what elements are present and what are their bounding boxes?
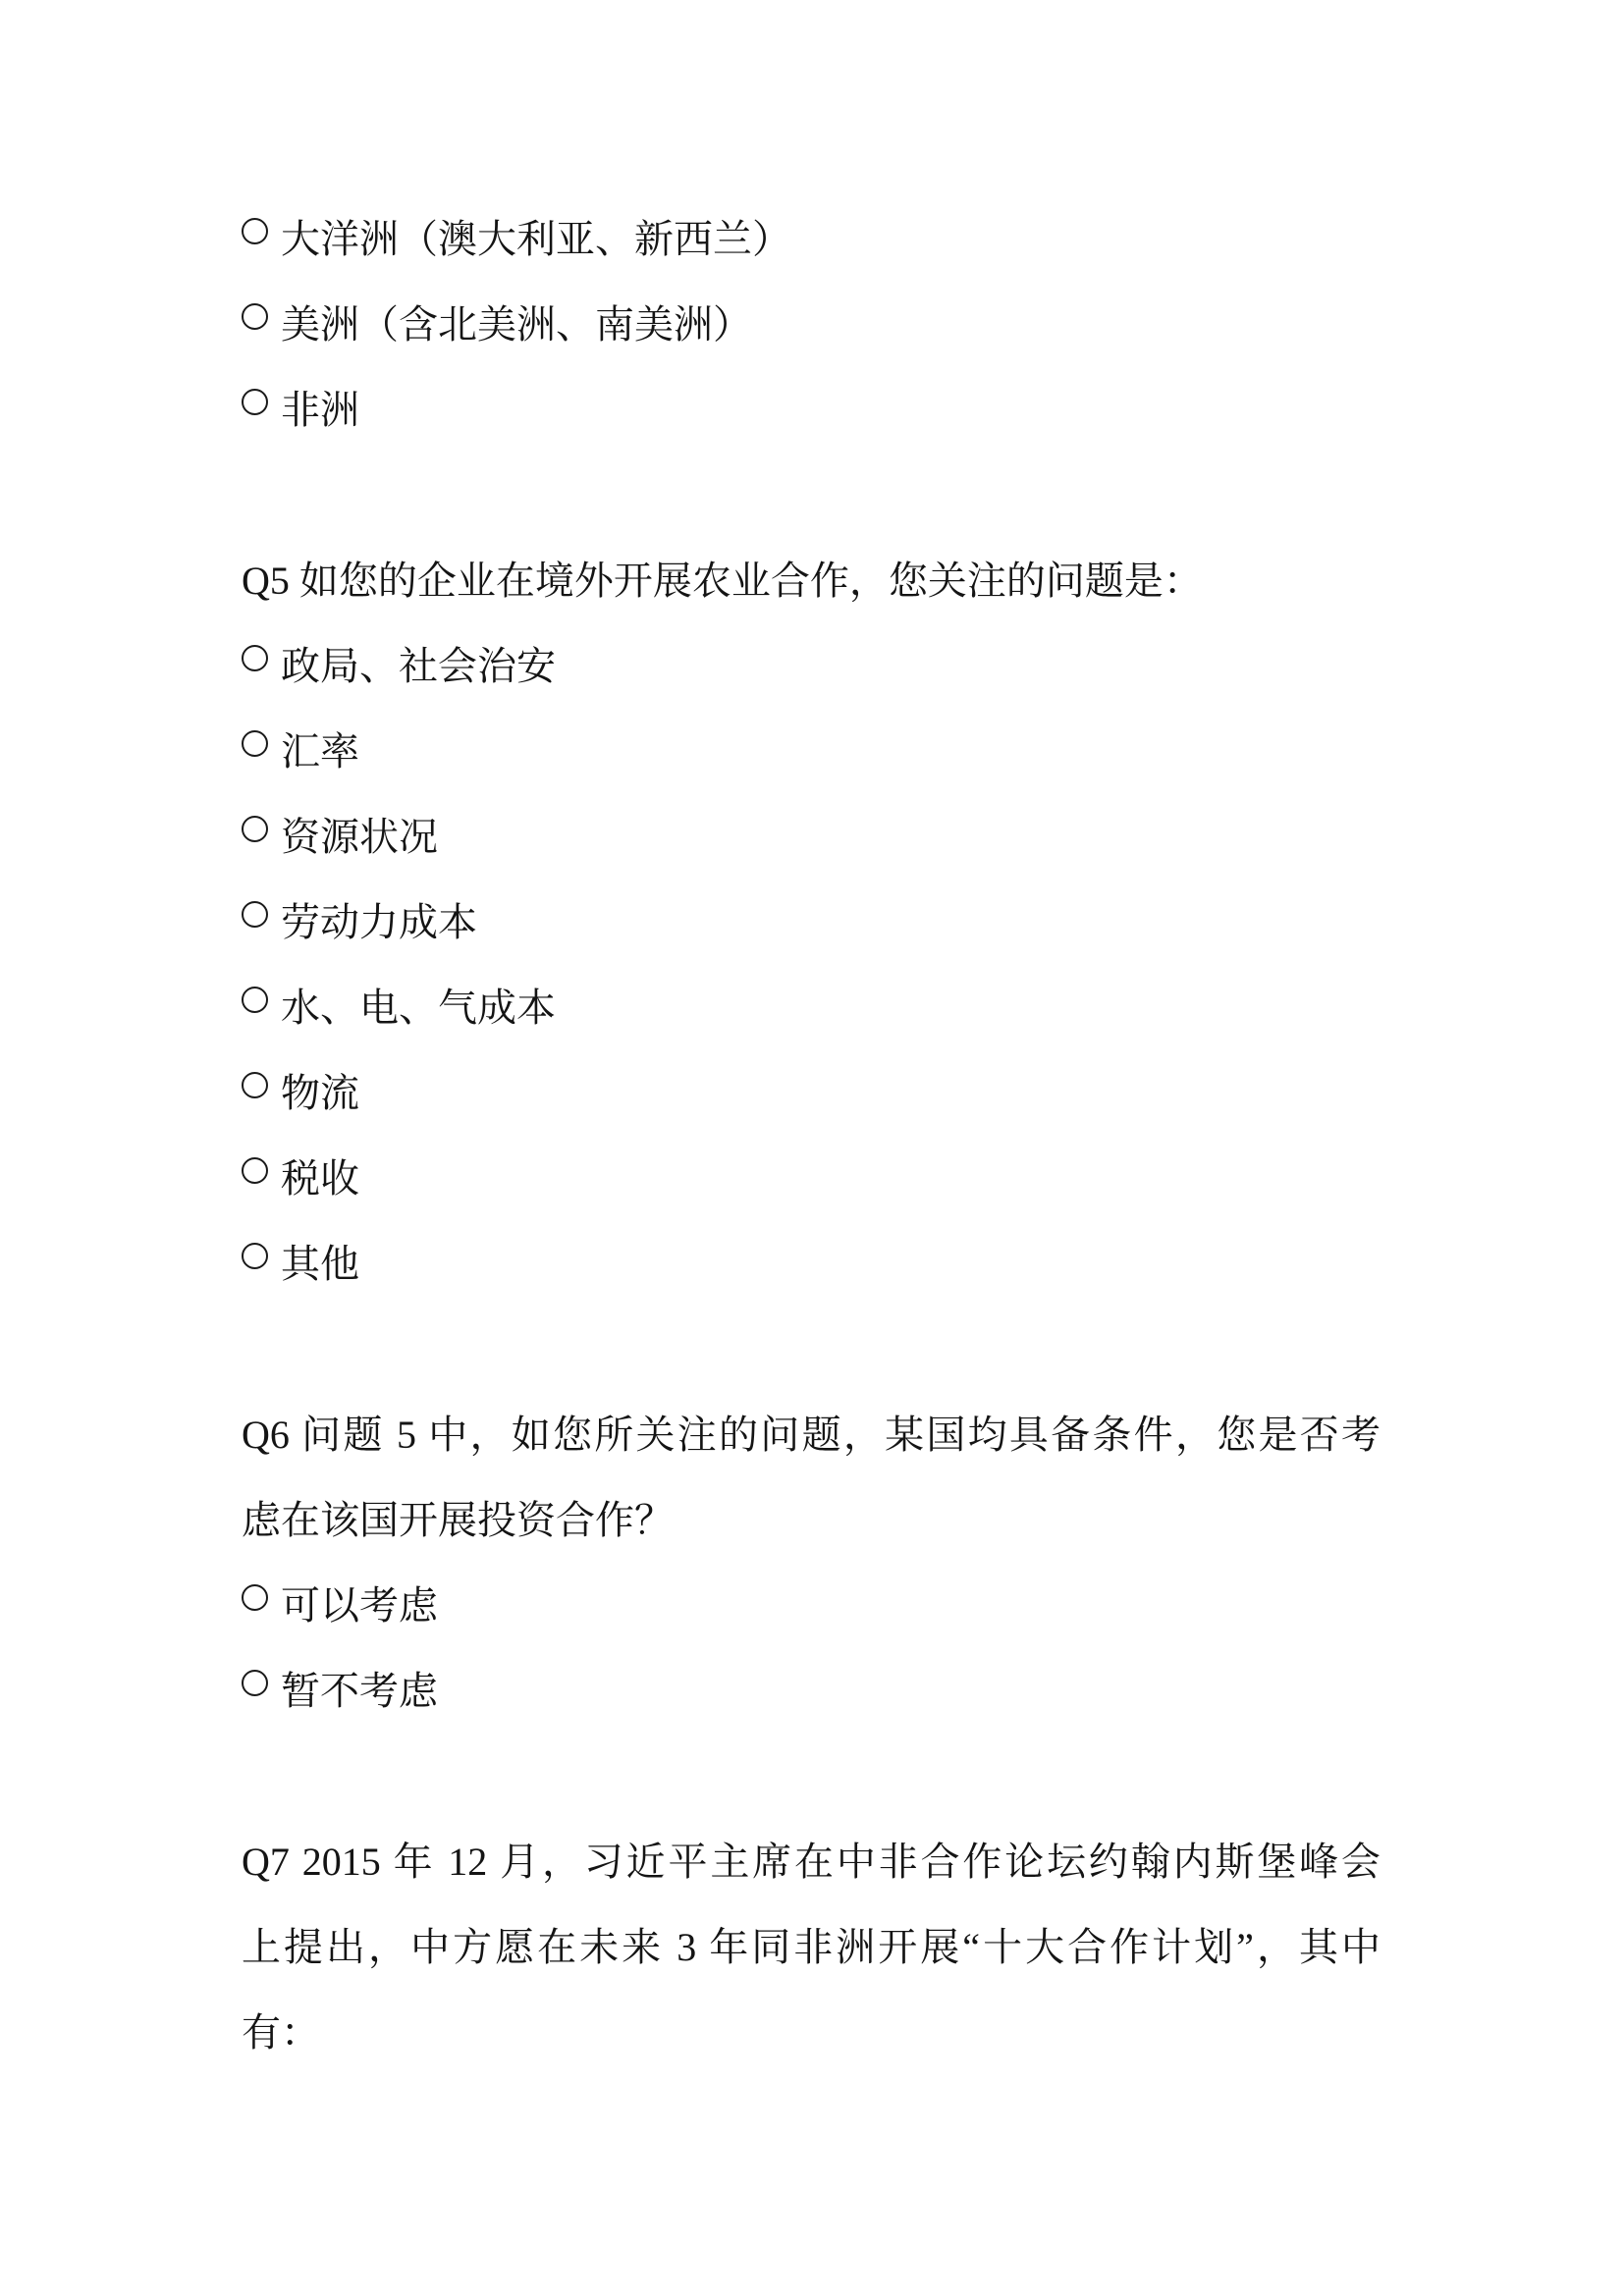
radio-circle-icon[interactable] bbox=[242, 901, 268, 928]
radio-circle-icon[interactable] bbox=[242, 1670, 268, 1696]
radio-option[interactable] bbox=[242, 709, 1380, 794]
radio-option[interactable] bbox=[242, 965, 1380, 1050]
radio-option[interactable] bbox=[242, 794, 1380, 880]
radio-circle-icon[interactable] bbox=[242, 389, 268, 415]
q6-question-line: 虑在该国开展投资合作？ bbox=[242, 1498, 674, 1542]
radio-option[interactable] bbox=[242, 1648, 1380, 1734]
q7-question-line: Q7 2015 年 12 月，习近平主席在中非合作论坛约翰内斯堡峰会 bbox=[242, 1840, 1380, 1884]
radio-option[interactable] bbox=[242, 1050, 1380, 1136]
radio-circle-icon[interactable] bbox=[242, 1157, 268, 1184]
radio-option-label: 其他 bbox=[281, 1242, 359, 1286]
radio-option-label: 资源状况 bbox=[281, 815, 438, 859]
radio-option[interactable] bbox=[242, 1136, 1380, 1221]
radio-option[interactable] bbox=[242, 282, 1380, 367]
radio-circle-icon[interactable] bbox=[242, 645, 268, 671]
radio-option[interactable] bbox=[242, 880, 1380, 965]
q5-question: Q5 如您的企业在境外开展农业合作，您关注的问题是： bbox=[242, 559, 1203, 603]
radio-option-label: 政局、社会治安 bbox=[281, 644, 556, 688]
radio-option-label: 可以考虑 bbox=[281, 1583, 438, 1628]
q6-options-group bbox=[242, 1563, 1380, 1734]
radio-option-label: 劳动力成本 bbox=[281, 900, 477, 944]
radio-circle-icon[interactable] bbox=[242, 1072, 268, 1098]
radio-option-label: 暂不考虑 bbox=[281, 1669, 438, 1713]
survey-content bbox=[242, 196, 1380, 2075]
radio-option[interactable] bbox=[242, 623, 1380, 709]
radio-circle-icon[interactable] bbox=[242, 987, 268, 1013]
radio-circle-icon[interactable] bbox=[242, 816, 268, 842]
radio-option-label: 美洲（含北美洲、南美洲） bbox=[281, 302, 752, 347]
q7-question-line: 有： bbox=[242, 2010, 320, 2055]
radio-circle-icon[interactable] bbox=[242, 1243, 268, 1269]
radio-circle-icon[interactable] bbox=[242, 218, 268, 244]
radio-option[interactable] bbox=[242, 367, 1380, 453]
q7-question bbox=[242, 1819, 1380, 2075]
radio-circle-icon[interactable] bbox=[242, 303, 268, 330]
radio-option-label: 物流 bbox=[281, 1071, 359, 1115]
radio-circle-icon[interactable] bbox=[242, 1584, 268, 1611]
q7-question-line: 上提出，中方愿在未来 3 年同非洲开展“十大合作计划”，其中 bbox=[242, 1925, 1380, 1969]
radio-option-label: 税收 bbox=[281, 1156, 359, 1201]
radio-option[interactable] bbox=[242, 1221, 1380, 1307]
q5-options-group bbox=[242, 623, 1380, 1307]
radio-option[interactable] bbox=[242, 196, 1380, 282]
radio-option-label: 水、电、气成本 bbox=[281, 986, 556, 1030]
q6-question-line: Q6 问题 5 中，如您所关注的问题，某国均具备条件，您是否考 bbox=[242, 1413, 1380, 1457]
radio-option-label: 大洋洲（澳大利亚、新西兰） bbox=[281, 217, 791, 261]
q6-question bbox=[242, 1392, 1380, 1563]
radio-option[interactable] bbox=[242, 1563, 1380, 1648]
radio-option-label: 非洲 bbox=[281, 388, 359, 432]
q4-options-group bbox=[242, 196, 1380, 453]
radio-option-label: 汇率 bbox=[281, 729, 359, 774]
radio-circle-icon[interactable] bbox=[242, 730, 268, 757]
